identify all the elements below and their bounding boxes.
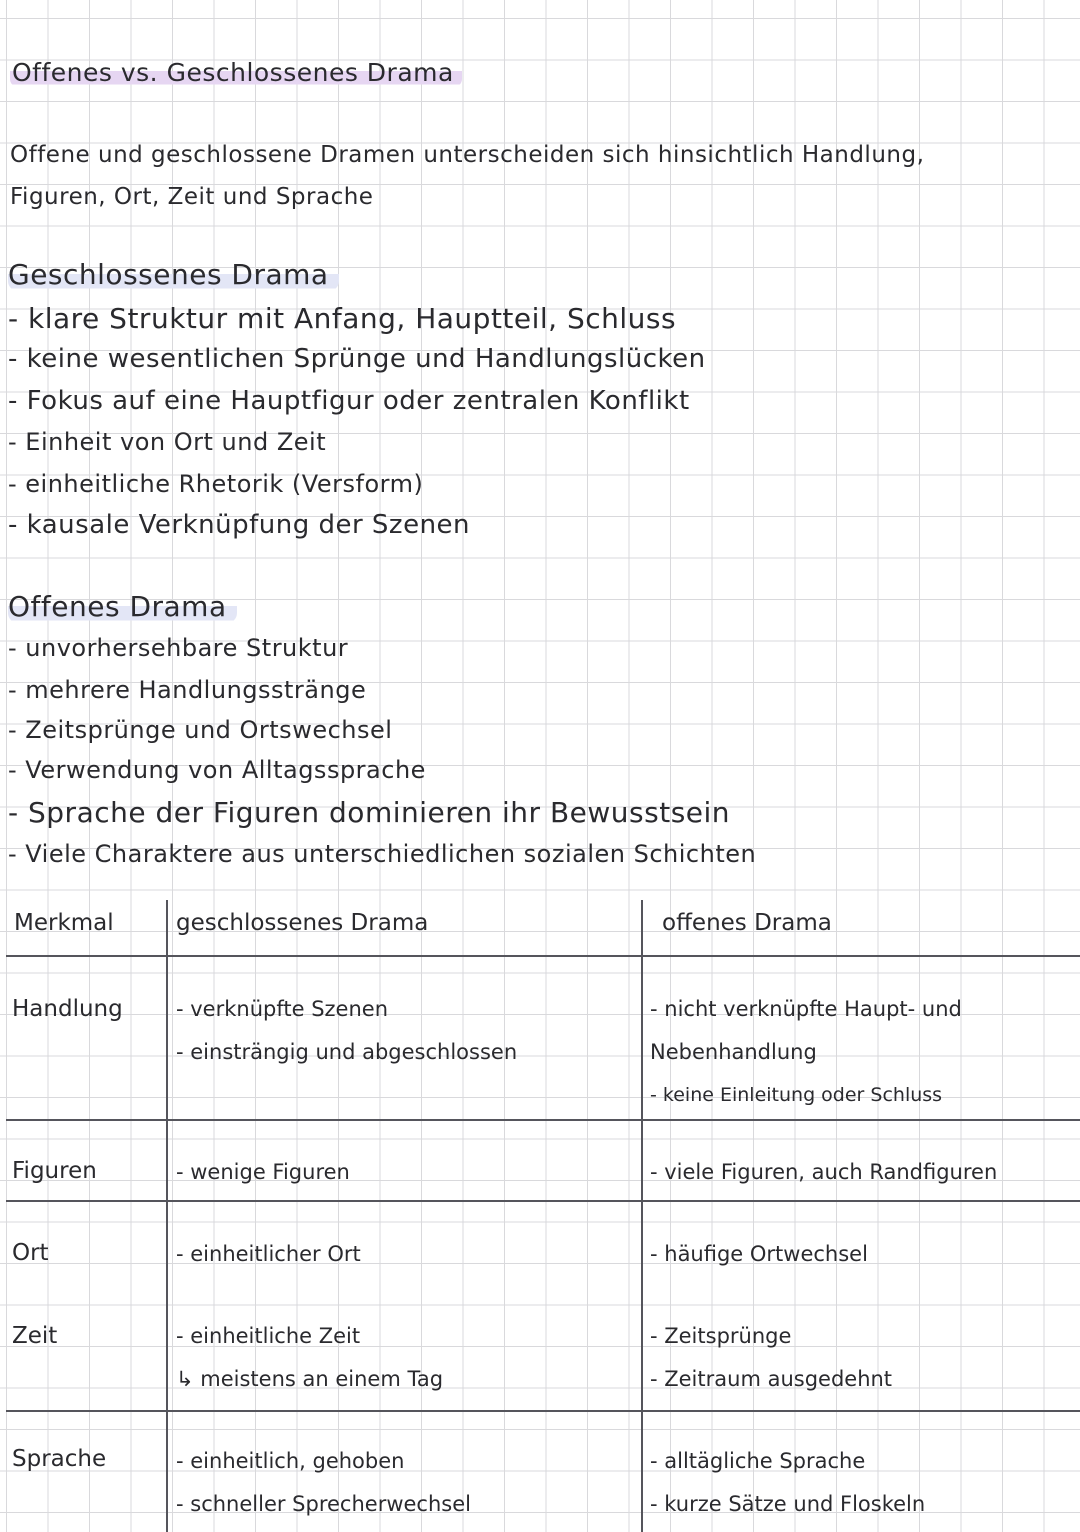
cell-line: - schneller Sprecherwechsel [176,1492,471,1516]
open-drama-heading: Offenes Drama [8,590,237,623]
open-item-2: - mehrere Handlungsstränge [8,676,367,704]
cell-line: - einsträngig und abgeschlossen [176,1040,518,1064]
page-title: Offenes vs. Geschlossenes Drama [10,58,462,87]
open-item-1: - unvorhersehbare Struktur [8,634,349,662]
open-item-3: - Zeitsprünge und Ortswechsel [8,716,393,744]
row-label-sprache: Sprache [12,1446,107,1472]
row-label-zeit: Zeit [12,1323,58,1349]
cell-line: - einheitlich, gehoben [176,1449,405,1473]
intro-line-2: Figuren, Ort, Zeit und Sprache [10,184,374,210]
open-item-4: - Verwendung von Alltagssprache [8,756,426,784]
table-header-closed: geschlossenes Drama [176,910,429,936]
cell-line: - keine Einleitung oder Schluss [650,1084,943,1106]
table-header-feature: Merkmal [14,910,114,936]
open-item-6: - Viele Charaktere aus unterschiedlichen sozialen Schichten [8,840,757,868]
closed-item-2: - keine wesentlichen Sprünge und Handlungslücken [8,344,706,374]
closed-item-1: - klare Struktur mit Anfang, Hauptteil, Schluss [8,302,677,335]
cell-ort-closed [176,1233,361,1276]
cell-line: ↳ meistens an einem Tag [176,1367,444,1391]
row-label-handlung: Handlung [12,996,123,1022]
cell-line: - kurze Sätze und Floskeln [650,1492,926,1516]
row-label-ort: Ort [12,1240,49,1266]
cell-line: - häufige Ortwechsel [650,1242,868,1266]
cell-line: - verknüpfte Szenen [176,997,389,1021]
cell-line: - nicht verknüpfte Haupt- und [650,997,962,1021]
open-item-5: - Sprache der Figuren dominieren ihr Bewusstsein [8,796,731,829]
cell-sprache-open [650,1440,925,1526]
cell-figuren-open [650,1151,997,1194]
cell-line: - Zeitraum ausgedehnt [650,1367,893,1391]
cell-line: - alltägliche Sprache [650,1449,866,1473]
table-column-divider [166,900,168,1532]
cell-sprache-closed [176,1440,471,1526]
table-header-open: offenes Drama [662,910,832,936]
row-label-figuren: Figuren [12,1158,97,1184]
closed-item-3: - Fokus auf eine Hauptfigur oder zentralen Konflikt [8,386,690,416]
closed-item-6: - kausale Verknüpfung der Szenen [8,510,471,540]
closed-item-4: - Einheit von Ort und Zeit [8,428,327,456]
cell-line: - wenige Figuren [176,1160,350,1184]
cell-line: - Zeitsprünge [650,1324,792,1348]
closed-item-5: - einheitliche Rhetorik (Versform) [8,470,424,498]
cell-ort-open [650,1233,868,1276]
cell-line: - einheitliche Zeit [176,1324,361,1348]
cell-line: - einheitlicher Ort [176,1242,361,1266]
closed-drama-heading: Geschlossenes Drama [8,258,339,291]
intro-line-1: Offene und geschlossene Dramen unterscheiden sich hinsichtlich Handlung, [10,142,925,168]
cell-zeit-closed [176,1315,443,1401]
cell-zeit-open [650,1315,892,1401]
table-column-divider [641,900,643,1532]
cell-handlung-open [650,988,962,1117]
cell-figuren-closed [176,1151,350,1194]
cell-line: - viele Figuren, auch Randfiguren [650,1160,998,1184]
cell-handlung-closed [176,988,517,1074]
cell-line: Nebenhandlung [650,1040,817,1064]
